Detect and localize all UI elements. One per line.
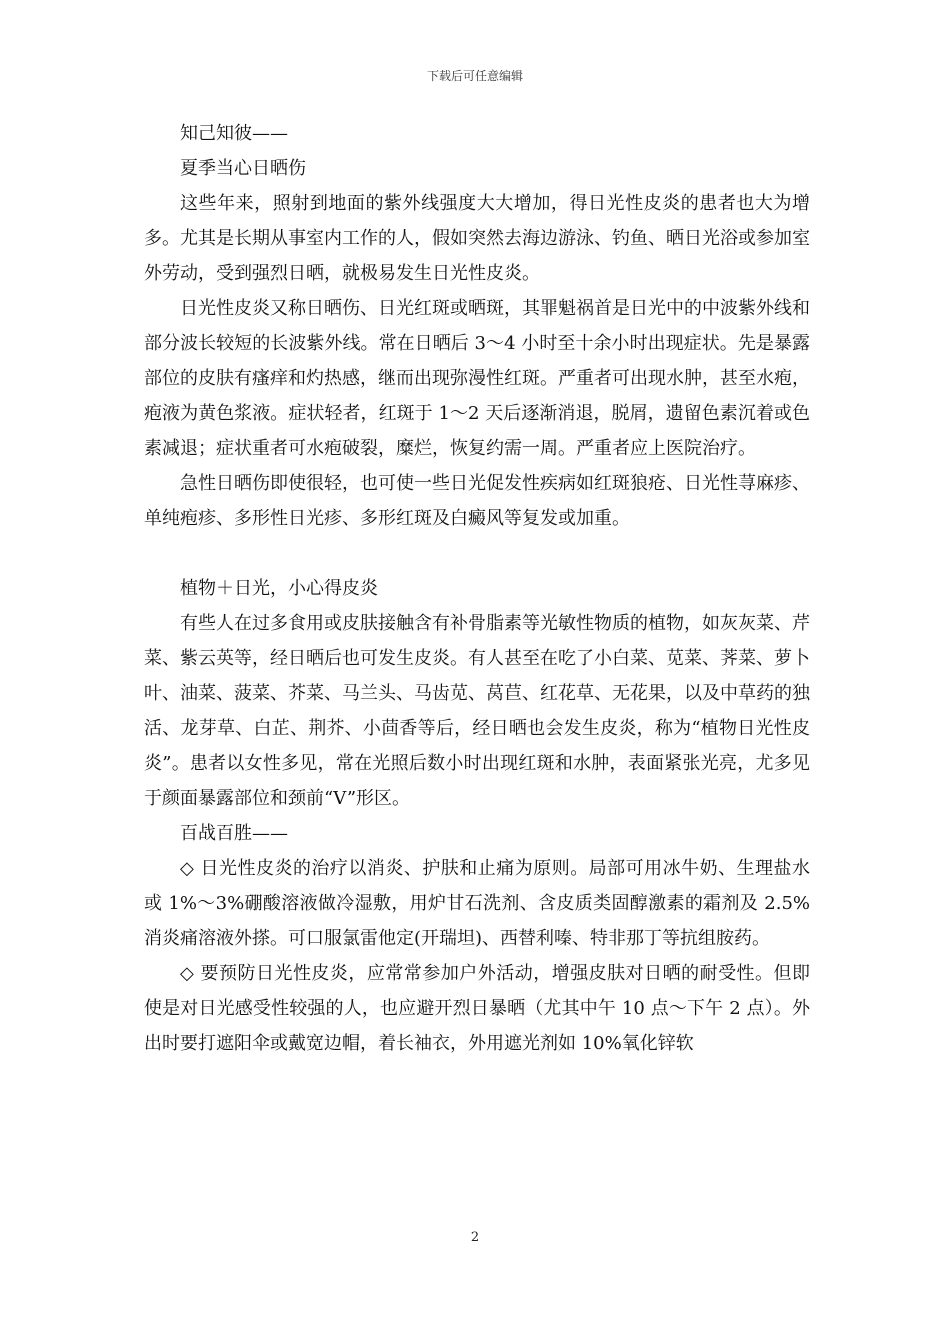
- section-title: 知己知彼——: [180, 123, 288, 144]
- paragraph: 有些人在过多食用或皮肤接触含有补骨脂素等光敏性物质的植物，如灰灰菜、芹菜、紫云英等，经日晒后也可发生皮炎。有人甚至在吃了小白菜、苋菜、荠菜、萝卜叶、油菜、菠菜、芥菜、马兰头、马齿苋、莴苣、红花草、无花果，以及中草药的独活、龙芽草、白芷、荆芥、小茴香等后，经日晒也会发生皮炎，称为“植物日光性皮炎”。患者以女性多见，常在光照后数小时出现红斑和水肿，表面紧张光亮，尤多见于颜面暴露部位和颈前“V”形区。: [144, 613, 810, 809]
- page-header: 下载后可任意编辑: [426, 69, 523, 83]
- paragraph: ◇ 要预防日光性皮炎，应常常参加户外活动，增强皮肤对日晒的耐受性。但即使是对日光感受性较强的人，也应避开烈日暴晒（尤其中午 10 点～下午 2 点）。外出时要打遮阳伞或戴宽边帽，着长袖衣，外用遮光剂如 10%氧化锌软: [144, 963, 810, 1054]
- section-title: 植物＋日光，小心得皮炎: [180, 578, 378, 599]
- spacer: [144, 536, 810, 571]
- document-body: [144, 116, 810, 1061]
- paragraph: ◇ 日光性皮炎的治疗以消炎、护肤和止痛为原则。局部可用冰牛奶、生理盐水或 1%～3%硼酸溶液做冷湿敷，用炉甘石洗剂、含皮质类固醇激素的霜剂及 2.5%消炎痛溶液外搽。可口服氯雷他定(开瑞坦)、西替利嗪、特非那丁等抗组胺药。: [144, 858, 810, 949]
- paragraph: 急性日晒伤即使很轻，也可使一些日光促发性疾病如红斑狼疮、日光性荨麻疹、单纯疱疹、多形性日光疹、多形红斑及白癜风等复发或加重。: [144, 473, 810, 529]
- section-title: 百战百胜——: [180, 823, 288, 844]
- paragraph: 这些年来，照射到地面的紫外线强度大大增加，得日光性皮炎的患者也大为增多。尤其是长期从事室内工作的人，假如突然去海边游泳、钓鱼、晒日光浴或参加室外劳动，受到强烈日晒，就极易发生日光性皮炎。: [144, 193, 810, 284]
- page-number: 2: [470, 1230, 480, 1245]
- paragraph: 日光性皮炎又称日晒伤、日光红斑或晒斑，其罪魁祸首是日光中的中波紫外线和部分波长较短的长波紫外线。常在日晒后 3～4 小时至十余小时出现症状。先是暴露部位的皮肤有瘙痒和灼热感，继而出现弥漫性红斑。严重者可出现水肿，甚至水疱，疱液为黄色浆液。症状轻者，红斑于 1～2 天后逐渐消退，脱屑，遗留色素沉着或色素减退；症状重者可水疱破裂，糜烂，恢复约需一周。严重者应上医院治疗。: [144, 298, 810, 459]
- section-subtitle: 夏季当心日晒伤: [180, 158, 306, 179]
